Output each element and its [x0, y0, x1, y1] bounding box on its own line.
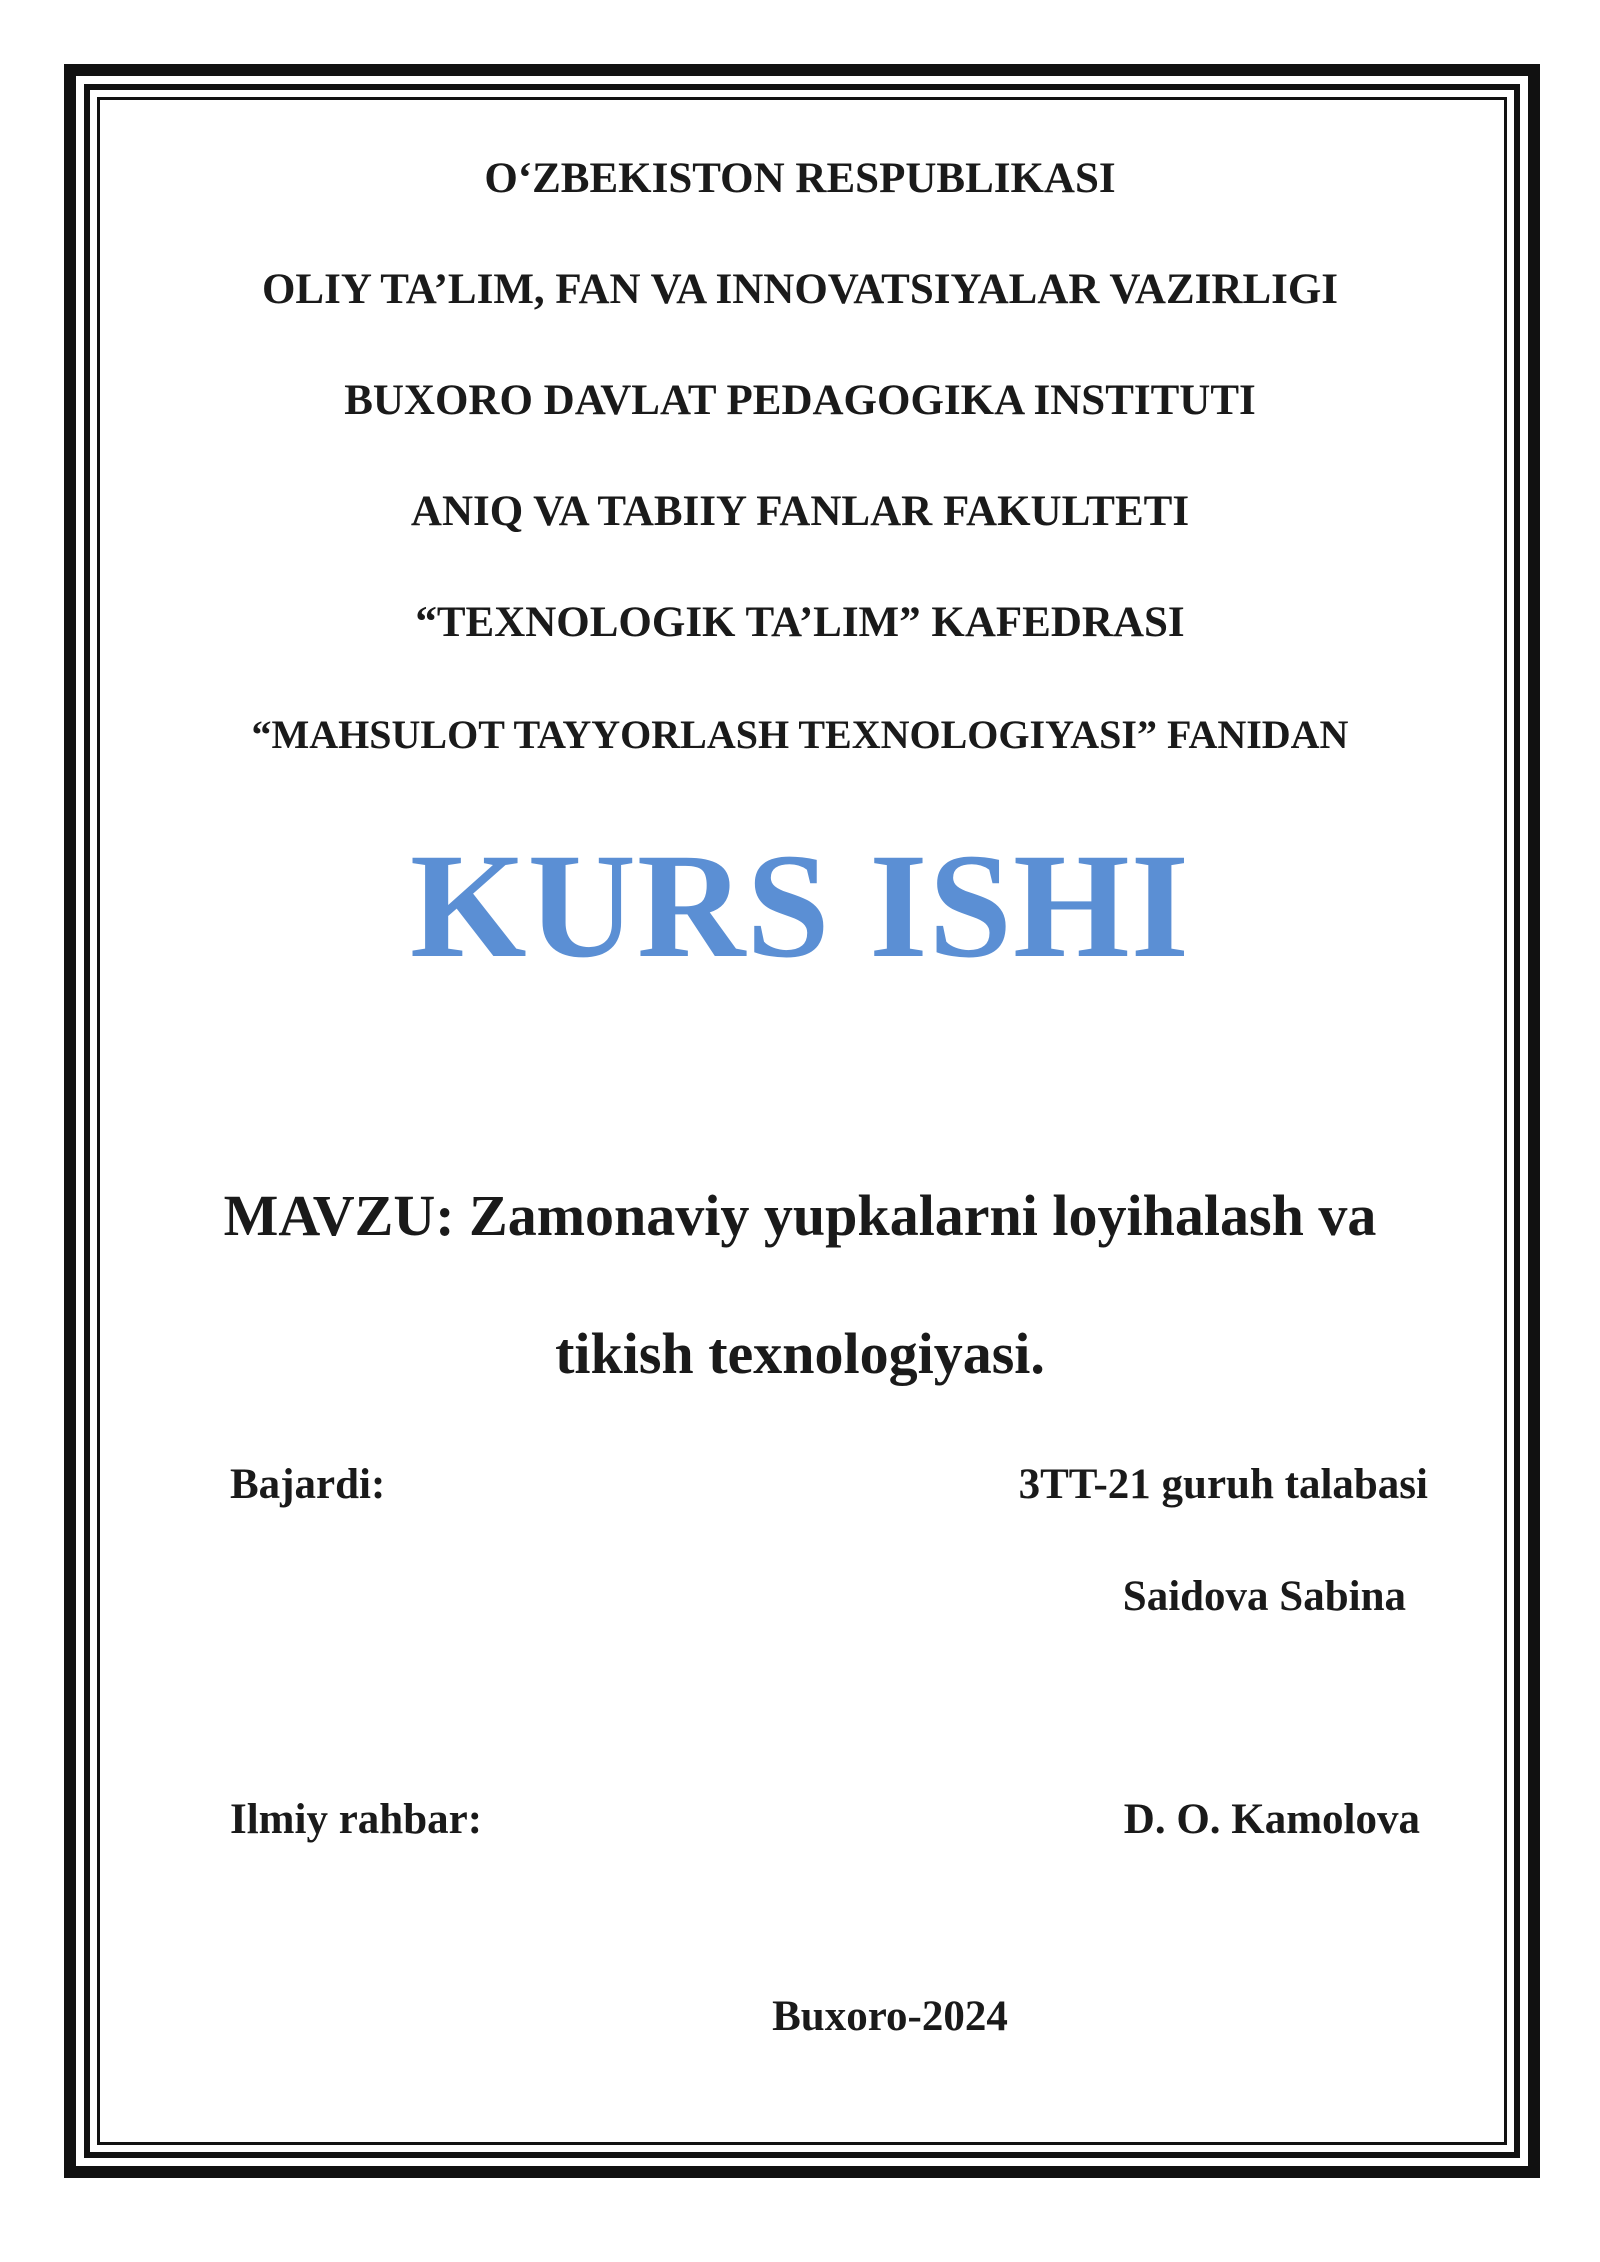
faculty-heading: ANIQ VA TABIIY FANLAR FAKULTETI	[410, 488, 1190, 535]
document-title: KURS ISHI	[409, 823, 1191, 989]
ministry-heading: OLIY TA’LIM, FAN VA INNOVATSIYALAR VAZIRLIGI	[261, 266, 1339, 313]
topic-line-1: MAVZU: Zamonaviy yupkalarni loyihalash va	[223, 1183, 1377, 1248]
institute-heading: BUXORO DAVLAT PEDAGOGIKA INSTITUTI	[344, 377, 1256, 424]
supervisor-label: Ilmiy rahbar:	[230, 1796, 483, 1843]
performer-name: Saidova Sabina	[1122, 1573, 1406, 1620]
performer-label: Bajardi:	[230, 1461, 386, 1508]
performer-group: 3TT-21 guruh talabasi	[1018, 1461, 1428, 1508]
supervisor-name: D. O. Kamolova	[1123, 1796, 1420, 1843]
department-heading: “TEXNOLOGIK TA’LIM” KAFEDRASI	[415, 599, 1185, 646]
city-year: Buxoro-2024	[772, 1993, 1008, 2040]
republic-heading: O‘ZBEKISTON RESPUBLIKASI	[484, 155, 1116, 202]
topic-line-2: tikish texnologiyasi.	[555, 1321, 1045, 1386]
subject-heading: “MAHSULOT TAYYORLASH TEXNOLOGIYASI” FANIDAN	[251, 712, 1349, 757]
